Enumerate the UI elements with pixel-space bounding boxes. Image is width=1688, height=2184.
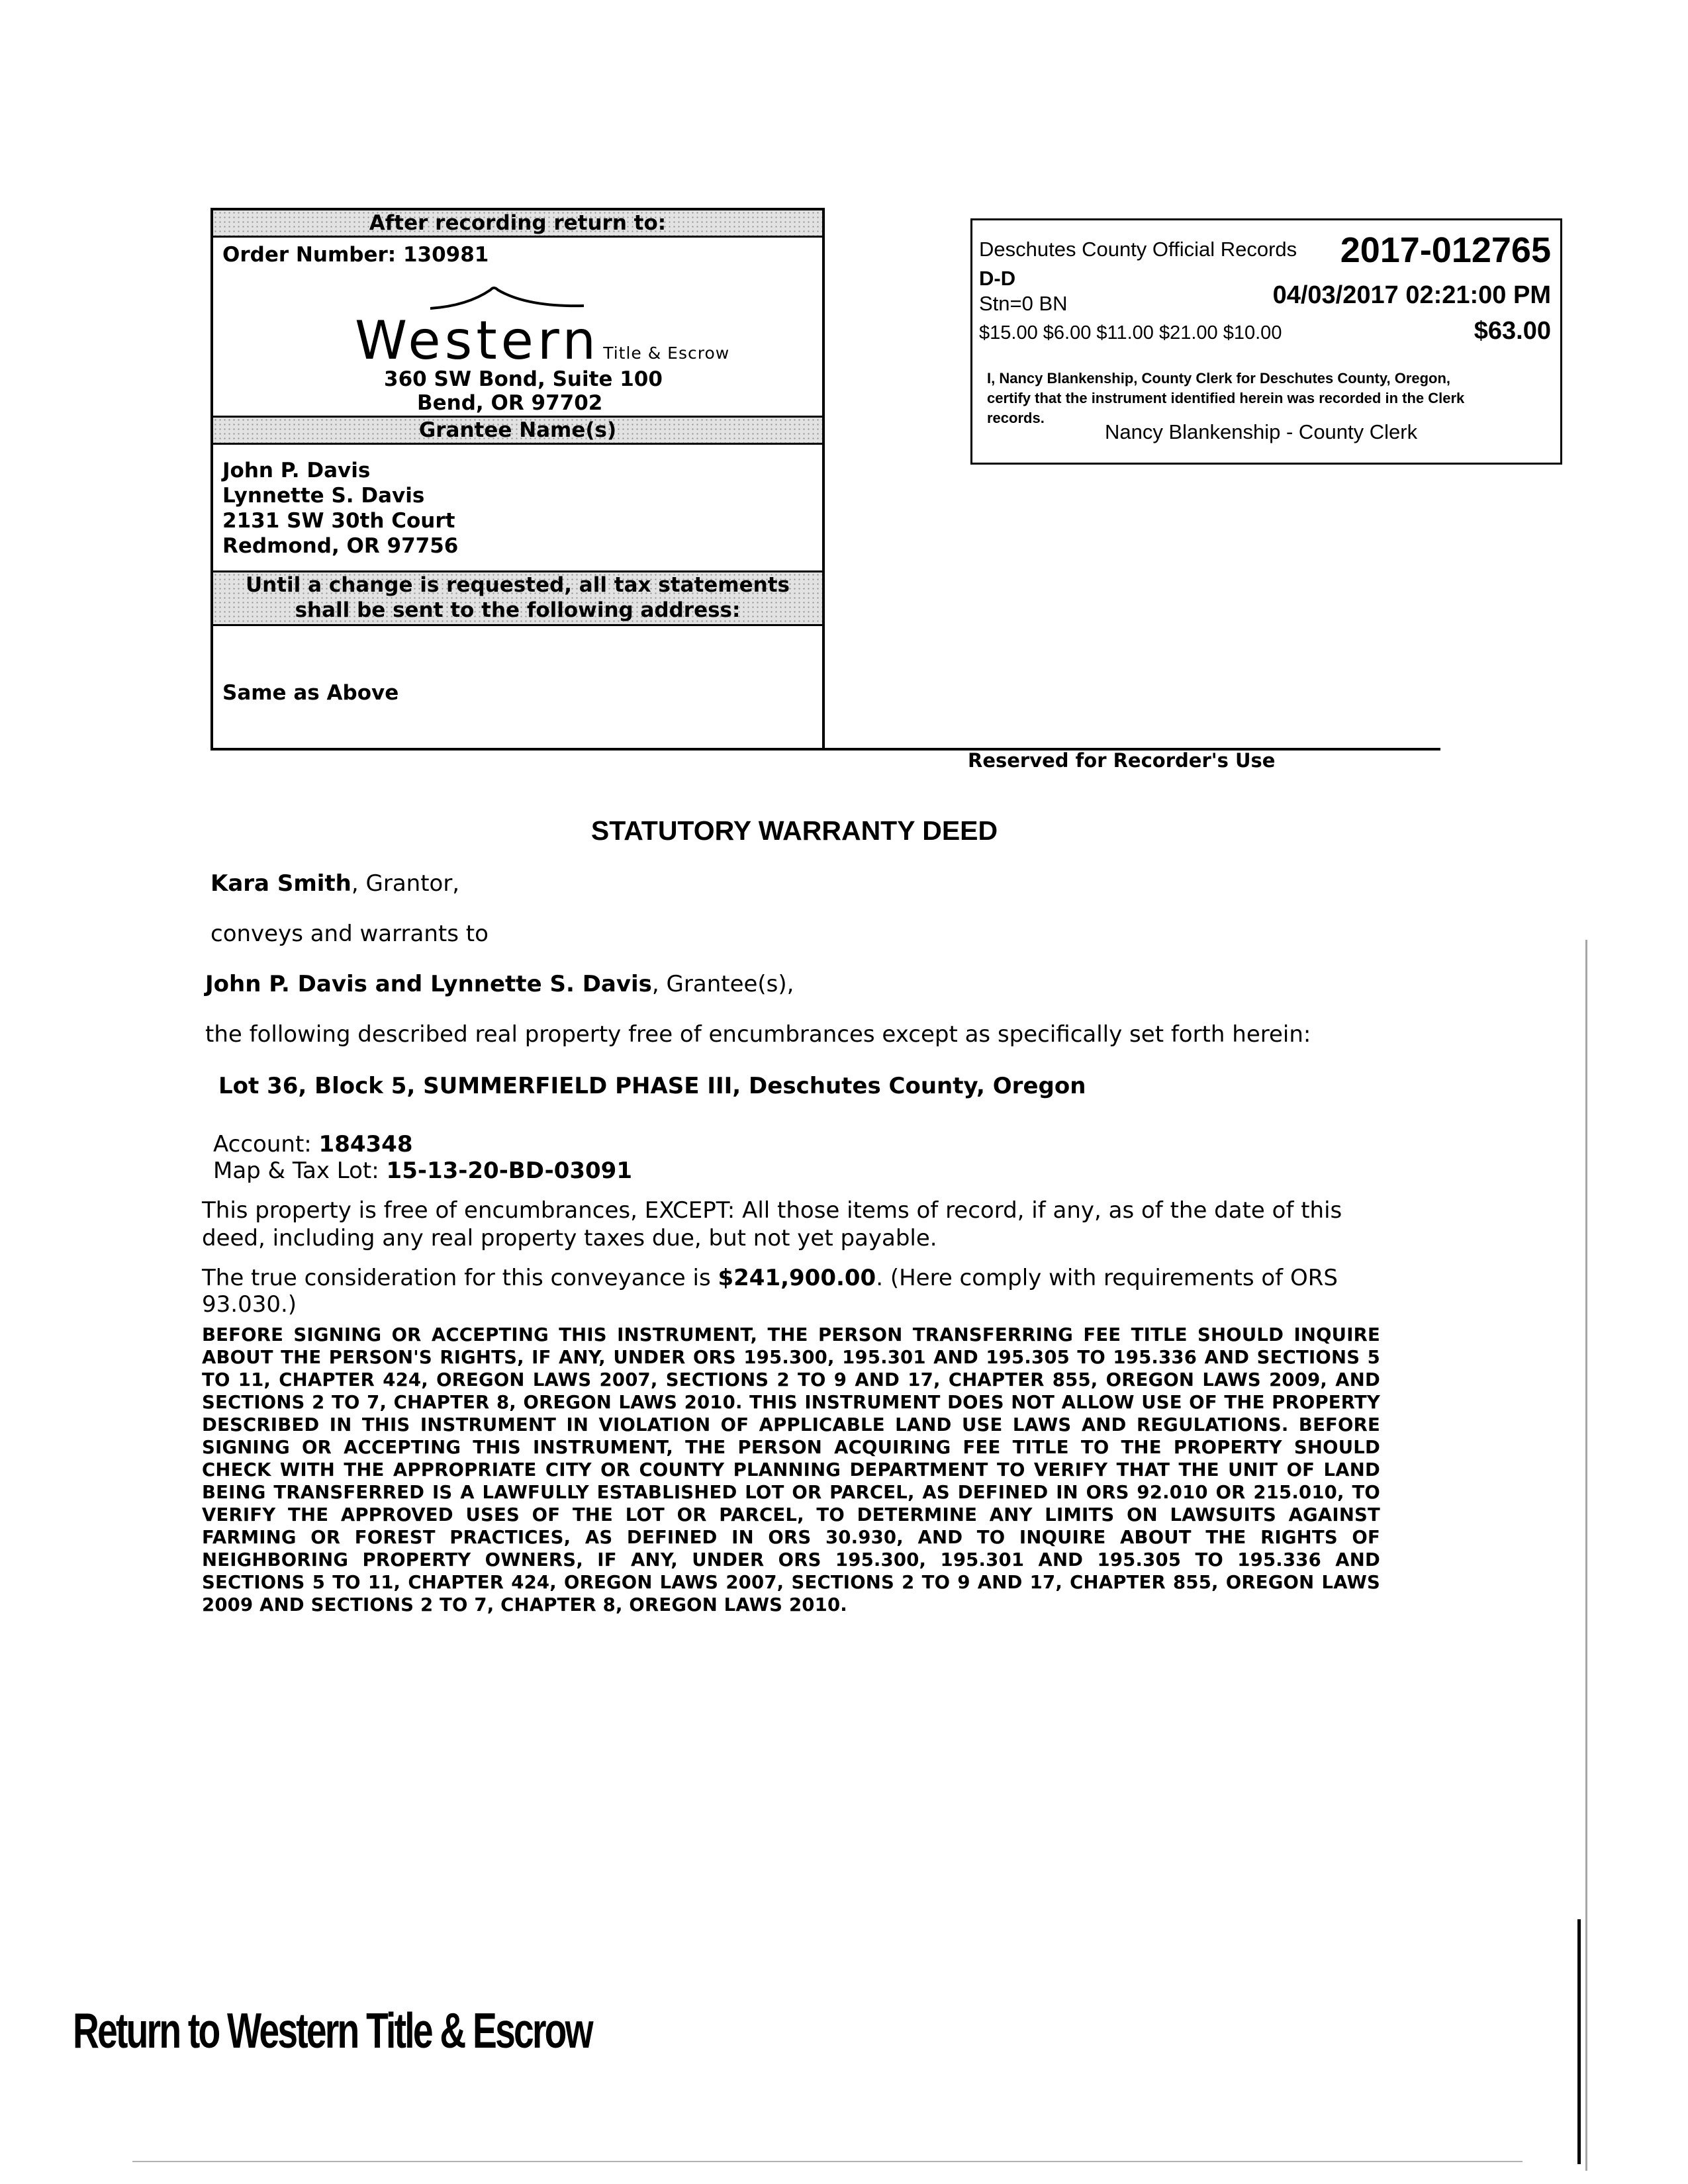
tax-header-line1: Until a change is requested, all tax statements: [246, 573, 790, 597]
certification-line2: certify that the instrument identified herein was recorded in the Clerk: [987, 390, 1465, 406]
property-intro: the following described real property free of encumbrances except as specifically set forth herein:: [205, 1021, 1311, 1048]
recording-fees: $15.00 $6.00 $11.00 $21.00 $10.00: [979, 322, 1282, 343]
consideration-suffix: . (Here comply with requirements of ORS: [876, 1265, 1338, 1291]
map-tax-lot: 15-13-20-BD-03091: [386, 1158, 632, 1184]
scan-edge-mark: [1577, 1919, 1581, 2164]
tax-address: Same as Above: [222, 681, 399, 705]
certification-line3: records.: [987, 410, 1045, 426]
grantee-names: John P. Davis and Lynnette S. Davis: [205, 971, 652, 997]
recorder-office: Deschutes County Official Records: [979, 238, 1297, 261]
recorder-stamp-box: [970, 218, 1562, 465]
account-number: 184348: [318, 1131, 413, 1158]
scan-edge-line: [1585, 940, 1587, 2171]
map-tax-lot-label: Map & Tax Lot:: [213, 1158, 379, 1184]
deed-title: STATUTORY WARRANTY DEED: [590, 815, 998, 846]
document-type: D-D: [979, 267, 1016, 290]
tax-statement-header: [213, 570, 822, 626]
clerk-signature: Nancy Blankenship - County Clerk: [1105, 420, 1418, 443]
grantor-line: [211, 870, 459, 897]
tax-header-line2: shall be sent to the following address:: [295, 598, 741, 622]
recorded-datetime: 04/03/2017 02:21:00 PM: [1272, 281, 1551, 309]
return-address-box: [211, 208, 825, 751]
scan-bottom-line: [132, 2161, 1523, 2162]
company-address-line2: Bend, OR 97702: [417, 391, 603, 415]
consideration-prefix: The true consideration for this conveyance is: [202, 1265, 718, 1291]
encumbrance-line1: This property is free of encumbrances, EXCEPT: All those items of record, if any, as of the date of this: [202, 1197, 1342, 1224]
encumbrance-line2: deed, including any real property taxes due, but not yet payable.: [202, 1225, 937, 1251]
grantee-suffix: , Grantee(s),: [651, 971, 794, 997]
conveys-line: conveys and warrants to: [211, 921, 489, 947]
grantee-line: [205, 970, 794, 998]
legal-description: Lot 36, Block 5, SUMMERFIELD PHASE III, Deschutes County, Oregon: [218, 1073, 1086, 1099]
total-fee: $63.00: [1474, 317, 1551, 345]
grantee-line-3: 2131 SW 30th Court: [222, 509, 455, 533]
account-line: [213, 1130, 413, 1158]
station-code: Stn=0 BN: [979, 292, 1068, 315]
order-number: 130981: [402, 243, 489, 267]
reserved-for-recorder-label: Reserved for Recorder's Use: [968, 749, 1276, 772]
company-tagline: Title & Escrow: [603, 343, 730, 363]
order-number-label: Order Number:: [222, 243, 397, 267]
consideration-line2: 93.030.): [202, 1291, 297, 1318]
return-to-stamp: Return to Western Title & Escrow: [73, 2003, 592, 2058]
grantor-name: Kara Smith: [211, 870, 352, 897]
grantee-names-header: Grantee Name(s): [213, 416, 822, 445]
company-address-line1: 360 SW Bond, Suite 100: [384, 367, 663, 391]
order-number-line: [222, 242, 489, 267]
grantee-line-2: Lynnette S. Davis: [222, 484, 425, 508]
grantee-line-4: Redmond, OR 97756: [222, 534, 459, 558]
certification-line1: I, Nancy Blankenship, County Clerk for Deschutes County, Oregon,: [987, 370, 1451, 387]
grantor-suffix: , Grantor,: [351, 870, 460, 897]
after-recording-header: After recording return to:: [213, 210, 822, 238]
company-name: Western: [355, 310, 600, 371]
account-label: Account:: [213, 1131, 312, 1158]
map-tax-lot-line: [213, 1157, 632, 1185]
grantee-line-1: John P. Davis: [222, 459, 371, 482]
consideration-amount: $241,900.00: [718, 1265, 876, 1291]
consideration-line: [202, 1264, 1338, 1292]
ors-disclosure-statement: BEFORE SIGNING OR ACCEPTING THIS INSTRUMENT, THE PERSON TRANSFERRING FEE TITLE SHOULD INQUIRE ABOUT THE PERSON'S RIGHTS, IF ANY, UNDER ORS 195.300, 195.301 AND 195.305 TO 195.336 AND SECTIONS 5 TO 11, CHAPTER 424, OREGON LAWS 2007, SECTIONS 2 TO 9 AND 17, CHAPTER 855, OREGON LAWS 2009, AND SECTIONS 2 TO 7, CHAPTER 8, OREGON LAWS 2010. THIS INSTRUMENT DOES NOT ALLOW USE OF THE PROPERTY DESCRIBED IN THIS INSTRUMENT IN VIOLATION OF APPLICABLE LAND USE LAWS AND REGULATIONS. BEFORE SIGNING OR ACCEPTING THIS INSTRUMENT, THE PERSON ACQUIRING FEE TITLE TO THE PROPERTY SHOULD CHECK WITH THE APPROPRIATE CITY OR COUNTY PLANNING DEPARTMENT TO VERIFY THAT THE UNIT OF LAND BEING TRANSFERRED IS A LAWFULLY ESTABLISHED LOT OR PARCEL, AS DEFINED IN ORS 92.010 OR 215.010, TO VERIFY THE APPROVED USES OF THE LOT OR PARCEL, TO DETERMINE ANY LIMITS ON LAWSUITS AGAINST FARMING OR FOREST PRACTICES, AS DEFINED IN ORS 30.930, AND TO INQUIRE ABOUT THE RIGHTS OF NEIGHBORING PROPERTY OWNERS, IF ANY, UNDER ORS 195.300, 195.301 AND 195.305 TO 195.336 AND SECTIONS 5 TO 11, CHAPTER 424, OREGON LAWS 2007, SECTIONS 2 TO 9 AND 17, CHAPTER 855, OREGON LAWS 2009 AND SECTIONS 2 TO 7, CHAPTER 8, OREGON LAWS 2010.: [202, 1324, 1380, 1615]
record-number: 2017-012765: [1340, 230, 1551, 270]
company-logo-text: [355, 310, 729, 371]
